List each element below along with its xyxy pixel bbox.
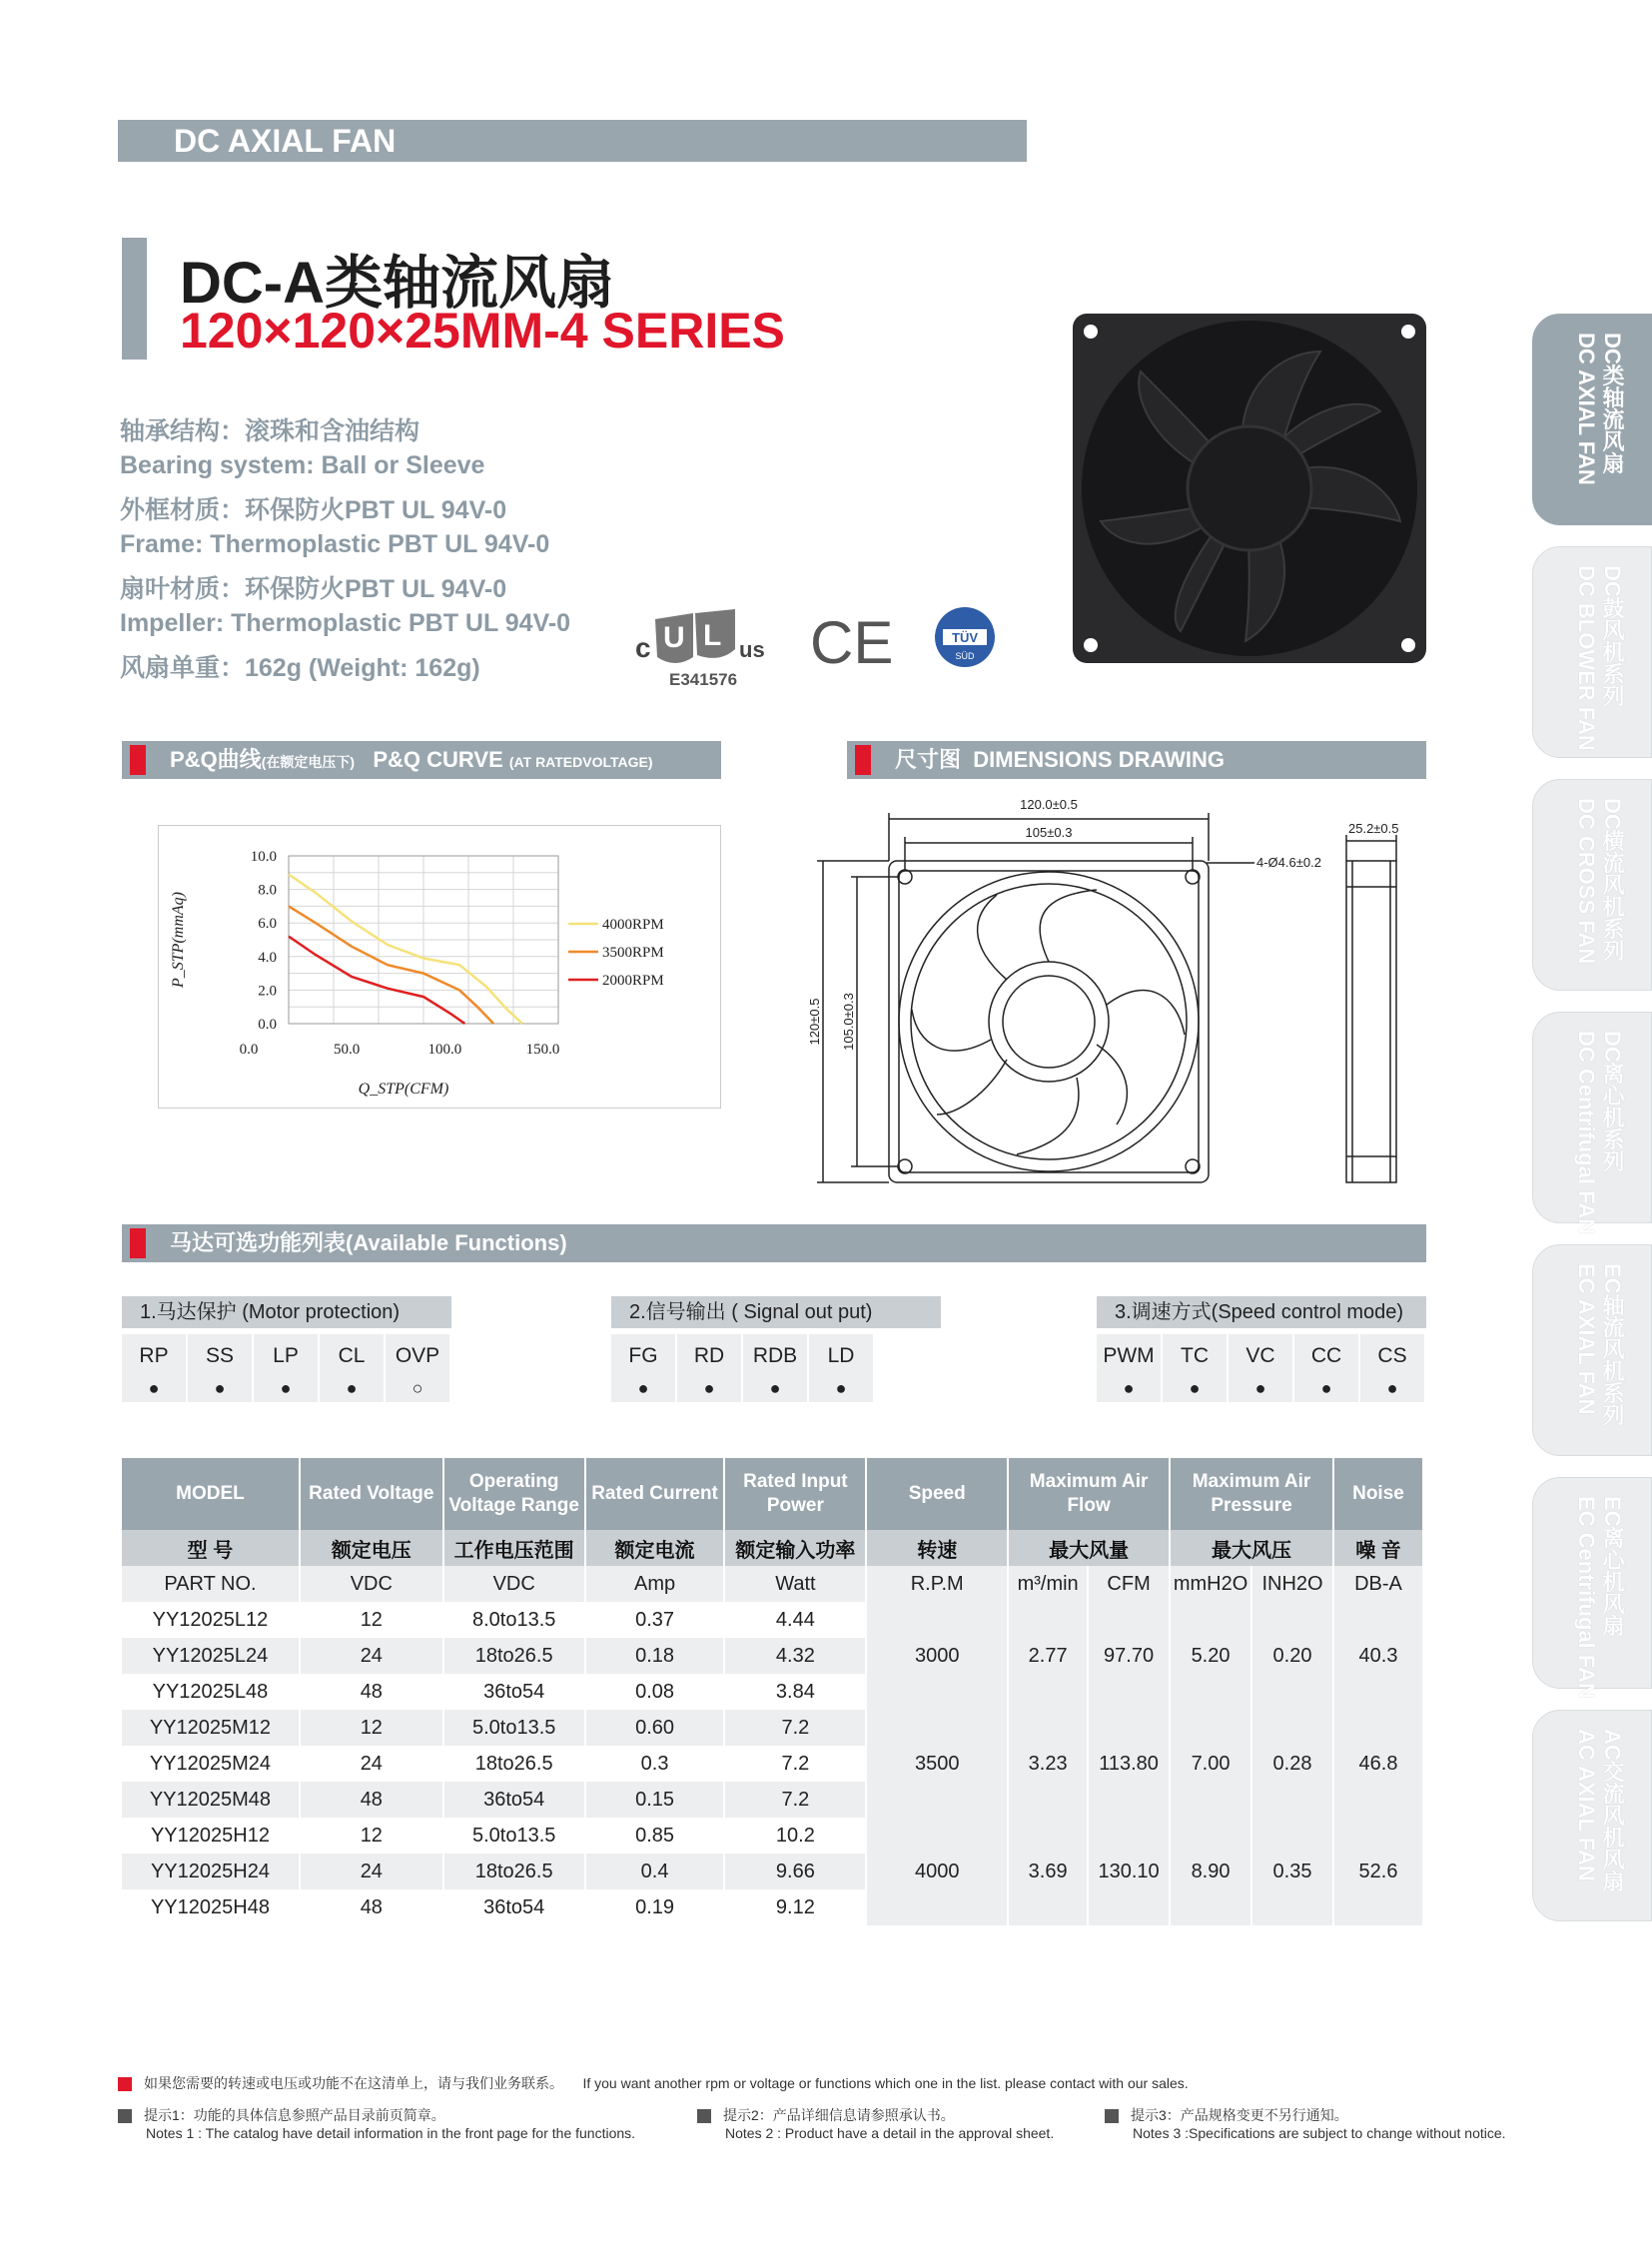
th-cn: 转速	[866, 1530, 1008, 1566]
th-cn: 型 号	[122, 1530, 300, 1566]
table-group-cell: 7.00	[1170, 1710, 1251, 1818]
table-group-cell: 3000	[866, 1602, 1008, 1710]
footer-note-main	[118, 2073, 1189, 2093]
table-cell: 7.2	[724, 1746, 866, 1782]
spec-line: 扇叶材质：环保防火PBT UL 94V-0	[120, 575, 507, 603]
table-group-cell: 2.77	[1008, 1602, 1088, 1710]
function-label: SS	[205, 1344, 234, 1367]
spec-table	[122, 1458, 1424, 1925]
table-row	[122, 1710, 1423, 1746]
function-availability-mark: ●	[148, 1378, 160, 1398]
function-cell	[1360, 1334, 1424, 1402]
note-main-cn: 如果您需要的转速或电压或功能不在这清单上，请与我们业务联系。	[144, 2075, 563, 2091]
function-cell	[809, 1334, 873, 1402]
function-cell	[677, 1334, 741, 1402]
dim-hole-diameter: 4-Ø4.6±0.2	[1256, 855, 1321, 870]
function-label: CS	[1377, 1344, 1407, 1367]
th-cn: 工作电压范围	[443, 1530, 585, 1566]
ul-mark-icon	[635, 609, 765, 689]
side-tab-label	[1573, 333, 1625, 485]
table-row	[122, 1602, 1423, 1638]
function-label: TC	[1181, 1344, 1209, 1367]
side-tab-label	[1573, 1496, 1625, 1699]
table-group-cell: 3.69	[1008, 1818, 1088, 1925]
unit-cell: Watt	[724, 1566, 866, 1602]
side-tab-cn: DC类轴流风扇	[1600, 333, 1625, 474]
side-tab-en: EC Centrifugal FAN	[1574, 1496, 1599, 1699]
pq-title-cn-small: (在额定电压下)	[261, 754, 356, 770]
dim-thickness: 25.2±0.5	[1348, 821, 1399, 836]
function-availability-mark: ○	[412, 1378, 423, 1398]
table-group-cell: 5.20	[1170, 1602, 1251, 1710]
chart-y-tick-label: 10.0	[250, 849, 277, 865]
side-tab-en: DC Centrifugal FAN	[1574, 1031, 1599, 1235]
function-label: LP	[273, 1344, 299, 1367]
chart-y-axis-label: P_STP(mmAq)	[170, 892, 187, 988]
function-availability-mark: ●	[1254, 1378, 1266, 1398]
table-row	[122, 1818, 1423, 1854]
chart-y-tick-label: 4.0	[258, 949, 277, 966]
function-label: LD	[827, 1344, 855, 1367]
table-cell: 9.12	[724, 1889, 866, 1925]
function-availability-mark: ●	[1386, 1378, 1398, 1398]
th-rated-voltage: Rated Voltage	[300, 1458, 443, 1530]
table-cell: YY12025M24	[122, 1746, 300, 1782]
function-availability-mark: ●	[637, 1378, 649, 1398]
spec-line: Frame: Thermoplastic PBT UL 94V-0	[120, 530, 550, 558]
chart-x-tick-label: 150.0	[525, 1042, 560, 1058]
table-header-row	[122, 1458, 1423, 1530]
unit-cell: PART NO.	[122, 1566, 300, 1602]
spec-line: 轴承结构：滚珠和含油结构	[120, 417, 420, 445]
table-unit-row	[122, 1566, 1423, 1602]
function-label: OVP	[395, 1344, 440, 1367]
red-marker	[130, 745, 146, 775]
function-cell	[1294, 1334, 1358, 1402]
function-label: CC	[1310, 1344, 1342, 1367]
function-cell	[743, 1334, 807, 1402]
table-cell: 8.0to13.5	[443, 1602, 585, 1638]
chart-x-axis-label: Q_STP(CFM)	[358, 1081, 449, 1098]
table-cell: 10.2	[724, 1818, 866, 1854]
th-speed: Speed	[866, 1458, 1008, 1530]
side-tab[interactable]	[1532, 1477, 1652, 1699]
function-cell	[254, 1334, 318, 1402]
side-tab[interactable]	[1532, 546, 1652, 758]
spec-line: Bearing system: Ball or Sleeve	[120, 451, 485, 479]
th-cn: 最大风量	[1008, 1530, 1170, 1566]
table-group-cell: 4000	[866, 1818, 1008, 1925]
note1-en: Notes 1 : The catalog have detail information in the front page for the functions.	[146, 2125, 636, 2141]
th-input-power: Rated Input Power	[724, 1458, 866, 1530]
function-cell	[188, 1334, 252, 1402]
table-cell: 7.2	[724, 1710, 866, 1746]
table-cell: YY12025M12	[122, 1710, 300, 1746]
table-cell: YY12025H48	[122, 1889, 300, 1925]
table-cell: 3.84	[724, 1674, 866, 1710]
table-cell: 0.19	[585, 1889, 725, 1925]
function-availability-mark: ●	[1189, 1378, 1201, 1398]
th-noise: Noise	[1333, 1458, 1423, 1530]
function-label: VC	[1245, 1344, 1275, 1367]
chart-x-tick-label: 100.0	[427, 1042, 462, 1058]
unit-cell: Amp	[585, 1566, 725, 1602]
ce-mark-icon: CE	[810, 609, 894, 676]
table-cell: YY12025L48	[122, 1674, 300, 1710]
chart-y-tick-label: 8.0	[258, 882, 277, 899]
table-cell: 18to26.5	[443, 1746, 585, 1782]
note-main-en: If you want another rpm or voltage or functions which one in the list. please contact with our sales.	[582, 2075, 1189, 2091]
th-cn: 噪 音	[1333, 1530, 1423, 1566]
function-label: FG	[628, 1344, 658, 1367]
svg-text:L: L	[703, 619, 722, 652]
side-tab-en: AC AXIAL FAN	[1574, 1729, 1599, 1881]
side-tab-label	[1573, 565, 1625, 751]
svg-text:c: c	[635, 632, 651, 663]
function-availability-mark: ●	[835, 1378, 847, 1398]
page-title: DC-A类轴流风扇	[180, 251, 614, 316]
unit-cell: VDC	[443, 1566, 585, 1602]
th-air-flow: Maximum Air Flow	[1008, 1458, 1170, 1530]
function-cell	[1097, 1334, 1161, 1402]
note1-cn: 提示1：功能的具体信息参照产品目录前页简章。	[144, 2107, 445, 2123]
table-cell: YY12025L12	[122, 1602, 300, 1638]
chart-x-tick-label: 0.0	[239, 1042, 259, 1058]
table-cell: YY12025H24	[122, 1854, 300, 1889]
chart-y-tick-label: 2.0	[258, 983, 277, 1000]
function-cell	[122, 1334, 186, 1402]
table-cell: 0.15	[585, 1782, 725, 1818]
side-tab[interactable]	[1532, 314, 1652, 525]
note2-cn: 提示2：产品详细信息请参照承认书。	[723, 2107, 955, 2123]
dim-overall-width: 120.0±0.5	[1020, 797, 1078, 812]
unit-cell: INH2O	[1251, 1566, 1333, 1602]
chart-y-tick-label: 0.0	[258, 1017, 277, 1033]
footer-note-3	[1105, 2105, 1348, 2125]
table-header-cn-row	[122, 1530, 1423, 1566]
side-tab[interactable]	[1532, 1012, 1652, 1235]
chart-series-line	[289, 906, 493, 1024]
th-cn: 额定电压	[300, 1530, 443, 1566]
chart-series-line	[289, 875, 522, 1025]
unit-cell: CFM	[1088, 1566, 1170, 1602]
pq-title-cn: P&Q曲线	[170, 747, 262, 772]
table-cell: 0.08	[585, 1674, 725, 1710]
svg-text:us: us	[739, 637, 765, 662]
dim-hole-spacing-v: 105.0±0.3	[841, 993, 856, 1051]
side-tab-label	[1573, 1031, 1625, 1234]
side-tab-cn: EC轴流风机系列	[1600, 1263, 1625, 1426]
function-label: RDB	[752, 1344, 798, 1367]
side-tab-en: DC AXIAL FAN	[1574, 333, 1599, 485]
th-cn: 额定输入功率	[724, 1530, 866, 1566]
dim-overall-height: 120±0.5	[807, 998, 822, 1046]
side-tab-cn: AC交流风机风扇	[1600, 1729, 1625, 1892]
dim-title-cn: 尺寸图	[895, 747, 962, 772]
table-cell: 12	[300, 1710, 443, 1746]
pq-title-en-small: (AT RATEDVOLTAGE)	[508, 754, 653, 770]
side-tab-en: DC BLOWER FAN	[1574, 565, 1599, 751]
side-tab-en: EC AXIAL FAN	[1574, 1263, 1599, 1415]
side-tab[interactable]	[1532, 1244, 1652, 1456]
pq-section-header	[122, 741, 721, 779]
gray-square-icon	[118, 2109, 132, 2123]
table-cell: 0.37	[585, 1602, 725, 1638]
function-group-title: 1.马达保护 (Motor protection)	[122, 1296, 451, 1328]
table-cell: 24	[300, 1854, 443, 1889]
svg-text:TÜV: TÜV	[952, 630, 978, 645]
function-availability-mark: ●	[703, 1378, 715, 1398]
th-model: MODEL	[122, 1458, 300, 1530]
footer-note-2	[697, 2105, 955, 2125]
red-marker	[130, 1228, 146, 1258]
red-square-icon	[118, 2077, 132, 2091]
dim-title-en: DIMENSIONS DRAWING	[973, 747, 1226, 772]
chart-legend-label: 3500RPM	[602, 945, 664, 961]
functions-title: 马达可选功能列表(Available Functions)	[170, 1230, 567, 1255]
title-accent-bar	[122, 238, 147, 360]
note2-en: Notes 2 : Product have a detail in the approval sheet.	[725, 2125, 1055, 2141]
table-cell: 0.60	[585, 1710, 725, 1746]
table-group-cell: 40.3	[1333, 1602, 1423, 1710]
table-cell: 9.66	[724, 1854, 866, 1889]
table-cell: 48	[300, 1674, 443, 1710]
tuv-mark-icon	[935, 607, 995, 667]
table-group-cell: 113.80	[1088, 1710, 1170, 1818]
table-cell: 18to26.5	[443, 1638, 585, 1674]
table-cell: 0.85	[585, 1818, 725, 1854]
red-marker	[855, 745, 871, 775]
function-availability-mark: ●	[769, 1378, 781, 1398]
table-cell: 0.4	[585, 1854, 725, 1889]
unit-cell: DB-A	[1333, 1566, 1423, 1602]
table-cell: 0.3	[585, 1746, 725, 1782]
dimensions-drawing	[807, 795, 1420, 1200]
unit-cell: mmH2O	[1170, 1566, 1251, 1602]
table-cell: YY12025M48	[122, 1782, 300, 1818]
function-label: RD	[693, 1344, 725, 1367]
side-tab-cn: DC横流风机系列	[1600, 798, 1625, 962]
table-cell: 24	[300, 1746, 443, 1782]
table-cell: 12	[300, 1602, 443, 1638]
side-tab-label	[1573, 1729, 1625, 1892]
spec-line: 风扇单重：162g (Weight: 162g)	[120, 654, 480, 682]
function-group-title: 3.调速方式(Speed control mode)	[1097, 1296, 1426, 1328]
dim-hole-spacing: 105±0.3	[1025, 825, 1073, 840]
table-group-cell: 0.20	[1251, 1602, 1333, 1710]
pq-chart	[158, 825, 721, 1109]
function-cell	[611, 1334, 675, 1402]
table-cell: YY12025H12	[122, 1818, 300, 1854]
table-cell: 12	[300, 1818, 443, 1854]
section-band-title: DC AXIAL FAN	[118, 120, 1027, 162]
side-tab-label	[1573, 798, 1625, 964]
function-cell	[1229, 1334, 1292, 1402]
table-cell: 48	[300, 1889, 443, 1925]
function-availability-mark: ●	[1123, 1378, 1135, 1398]
function-cell	[320, 1334, 384, 1402]
spec-line: 外框材质：环保防火PBT UL 94V-0	[120, 496, 507, 524]
table-group-cell: 3.23	[1008, 1710, 1088, 1818]
table-group-cell: 3500	[866, 1710, 1008, 1818]
svg-text:U: U	[663, 621, 685, 654]
note3-cn: 提示3：产品规格变更不另行通知。	[1131, 2107, 1348, 2123]
side-tab-label	[1573, 1263, 1625, 1426]
side-tab[interactable]	[1532, 779, 1652, 991]
function-cell	[1163, 1334, 1227, 1402]
table-cell: 5.0to13.5	[443, 1710, 585, 1746]
svg-text:SÜD: SÜD	[955, 651, 975, 661]
side-tab-cn: EC离心机风扇	[1600, 1496, 1625, 1637]
table-cell: 24	[300, 1638, 443, 1674]
table-cell: 18to26.5	[443, 1854, 585, 1889]
unit-cell: VDC	[300, 1566, 443, 1602]
function-group-title: 2.信号输出 ( Signal out put)	[611, 1296, 941, 1328]
th-rated-current: Rated Current	[585, 1458, 725, 1530]
function-label: RP	[139, 1344, 169, 1367]
function-availability-mark: ●	[1320, 1378, 1332, 1398]
spec-line: Impeller: Thermoplastic PBT UL 94V-0	[120, 609, 571, 637]
table-cell: 4.32	[724, 1638, 866, 1674]
table-cell: 48	[300, 1782, 443, 1818]
svg-text:E341576: E341576	[669, 670, 738, 689]
function-availability-mark: ●	[214, 1378, 226, 1398]
gray-square-icon	[1105, 2109, 1119, 2123]
fan-product-image	[1071, 312, 1428, 665]
function-label: PWM	[1103, 1344, 1155, 1367]
table-cell: 36to54	[443, 1889, 585, 1925]
functions-section-header	[122, 1224, 1426, 1262]
function-label: CL	[338, 1344, 366, 1367]
table-cell: 7.2	[724, 1782, 866, 1818]
table-group-cell: 130.10	[1088, 1818, 1170, 1925]
th-cn: 最大风压	[1170, 1530, 1333, 1566]
chart-legend-label: 4000RPM	[602, 917, 664, 933]
chart-y-tick-label: 6.0	[258, 916, 277, 933]
table-cell: 4.44	[724, 1602, 866, 1638]
side-tab-en: DC CROSS FAN	[1574, 798, 1599, 965]
table-group-cell: 46.8	[1333, 1710, 1423, 1818]
function-availability-mark: ●	[346, 1378, 358, 1398]
unit-cell: R.P.M	[866, 1566, 1008, 1602]
table-cell: 0.18	[585, 1638, 725, 1674]
gray-square-icon	[697, 2109, 711, 2123]
side-tab-cn: DC离心机系列	[1600, 1031, 1625, 1172]
table-group-cell: 52.6	[1333, 1818, 1423, 1925]
footer-note-1	[118, 2105, 445, 2125]
table-group-cell: 0.35	[1251, 1818, 1333, 1925]
pq-chart-svg	[159, 826, 722, 1110]
side-tab-cn: DC鼓风机系列	[1600, 565, 1625, 707]
table-group-cell: 8.90	[1170, 1818, 1251, 1925]
unit-cell: m³/min	[1008, 1566, 1088, 1602]
table-group-cell: 0.28	[1251, 1710, 1333, 1818]
certification-logos	[635, 599, 1005, 689]
note3-en: Notes 3 :Specifications are subject to change without notice.	[1133, 2125, 1506, 2141]
table-cell: 36to54	[443, 1782, 585, 1818]
chart-legend-label: 2000RPM	[602, 973, 664, 989]
function-cell	[386, 1334, 449, 1402]
th-operating-range: Operating Voltage Range	[443, 1458, 585, 1530]
function-availability-mark: ●	[280, 1378, 292, 1398]
table-cell: 36to54	[443, 1674, 585, 1710]
chart-x-tick-label: 50.0	[334, 1042, 361, 1058]
table-group-cell: 97.70	[1088, 1602, 1170, 1710]
pq-title-en: P&Q CURVE	[373, 747, 503, 772]
side-tab[interactable]	[1532, 1710, 1652, 1921]
table-cell: YY12025L24	[122, 1638, 300, 1674]
th-cn: 额定电流	[585, 1530, 725, 1566]
series-title: 120×120×25MM-4 SERIES	[180, 303, 785, 359]
table-body	[122, 1602, 1423, 1925]
table-cell: 5.0to13.5	[443, 1818, 585, 1854]
dimensions-section-header	[847, 741, 1426, 779]
th-air-pressure: Maximum Air Pressure	[1170, 1458, 1333, 1530]
